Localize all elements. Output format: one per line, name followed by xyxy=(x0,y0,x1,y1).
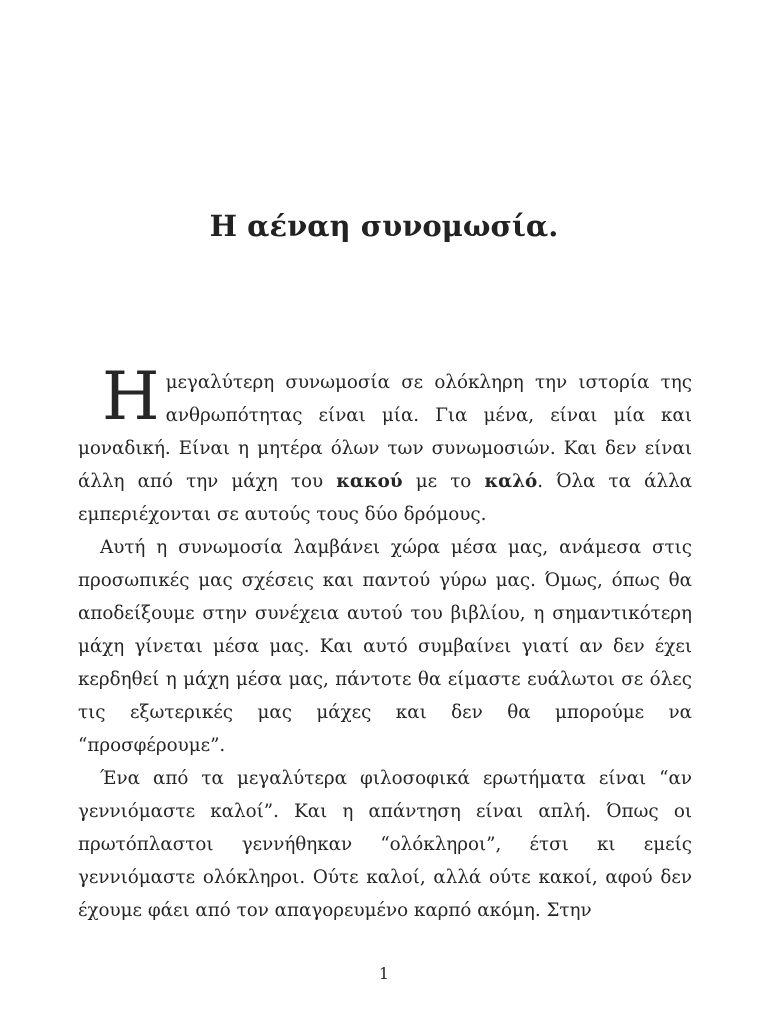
paragraph-1-text-c: . Όλα τα άλλα εμπεριέχονται σε αυτούς τους δύο δρόμους. xyxy=(78,471,693,525)
paragraph-2: Αυτή η συνωμοσία λαμβάνει χώρα μέσα μας, ανάμεσα στις προσωπικές μας σχέσεις και παντού γύρω μας. Όμως, όπως θα αποδείξουμε στην συνέχεια αυτού του βιβλίου, η σημαντικότερη μάχη γίνεται μέσα μας. Και αυτό συμβαίνει γιατί αν δεν έχει κερδηθεί η μάχη μέσα μας, πάντοτε θα είμαστε ευάλωτοι σε όλες τις εξωτερικές μας μάχες και δεν θα μπορούμε να “προσφέρουμε”. xyxy=(78,537,692,756)
paragraph-1-text-b: με το xyxy=(402,471,485,492)
chapter-title: Η αέναη συνομωσία. xyxy=(209,209,559,243)
body-text xyxy=(78,358,693,927)
paragraph-1-text-a: μεγαλύτερη συνωμοσία σε ολόκληρη την ιστορία της ανθρωπότητας είναι μία. Για μένα, είναι μία και μοναδική. Είναι η μητέρα όλων των συνωμοσιών. Και δεν είναι άλλη από την μάχη του xyxy=(78,372,692,492)
bold-word-good: καλό xyxy=(484,471,538,492)
paragraph-1 xyxy=(78,358,693,531)
bold-word-evil: κακού xyxy=(336,471,403,492)
paragraph-3: Ένα από τα μεγαλύτερα φιλοσοφικά ερωτήματα είναι “αν γεννιόμαστε καλοί”. Και η απάντηση είναι απλή. Όπως οι πρωτόπλαστοι γεννήθηκαν “ολόκληροι”, έτσι κι εμείς γεννιόμαστε ολόκληροι. Ούτε καλοί, αλλά ούτε κακοί, αφού δεν έχουμε φάει από τον απαγορευμένο καρπό ακόμη. Στην xyxy=(78,768,692,921)
page-number: 1 xyxy=(378,964,390,983)
drop-cap: Η xyxy=(102,358,160,435)
